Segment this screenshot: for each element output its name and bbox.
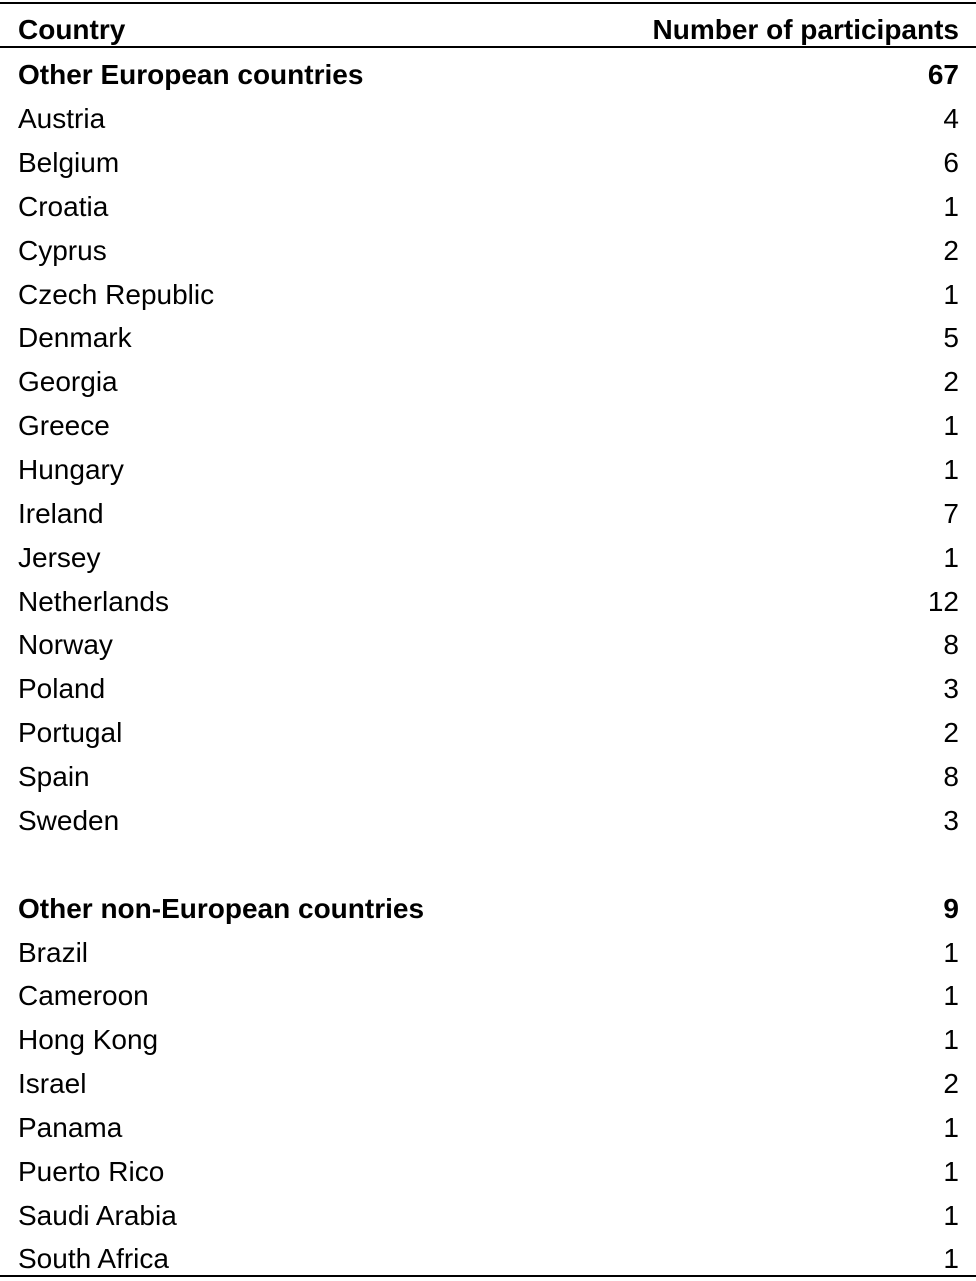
table-row — [18, 711, 959, 755]
country-cell: Denmark — [18, 322, 132, 353]
count-cell: 1 — [943, 937, 959, 968]
table-header-rule — [0, 46, 976, 48]
count-cell: 1 — [943, 1112, 959, 1143]
table-row — [18, 141, 959, 185]
country-cell: Saudi Arabia — [18, 1200, 177, 1231]
count-cell: 5 — [943, 322, 959, 353]
country-cell: Norway — [18, 629, 113, 660]
count-cell: 3 — [943, 805, 959, 836]
country-cell: Brazil — [18, 937, 89, 968]
country-cell: Georgia — [18, 366, 118, 397]
country-cell: Cyprus — [18, 235, 107, 266]
country-cell: Czech Republic — [18, 279, 215, 310]
country-cell: Spain — [18, 761, 90, 792]
count-cell: 12 — [927, 586, 959, 617]
table-row — [18, 580, 959, 624]
country-cell: Netherlands — [18, 586, 169, 617]
count-cell: 1 — [943, 191, 959, 222]
count-cell: 1 — [943, 410, 959, 441]
country-cell: Panama — [18, 1112, 123, 1143]
section-name: Other European countries — [18, 59, 364, 90]
count-cell: 1 — [943, 980, 959, 1011]
table-row — [18, 755, 959, 799]
country-cell: Israel — [18, 1068, 87, 1099]
table-row — [18, 931, 959, 975]
table-row — [18, 404, 959, 448]
section-name: Other non-European countries — [18, 893, 425, 924]
table-row — [18, 1194, 959, 1238]
table-bottom-rule — [0, 1275, 976, 1277]
table-row — [18, 97, 959, 141]
count-cell: 1 — [943, 454, 959, 485]
count-cell: 7 — [943, 498, 959, 529]
header-participants: Number of participants — [652, 14, 959, 45]
count-cell: 1 — [943, 1156, 959, 1187]
count-cell: 1 — [943, 279, 959, 310]
table-row — [18, 799, 959, 843]
count-cell: 1 — [943, 542, 959, 573]
table-row — [18, 185, 959, 229]
count-cell: 8 — [943, 761, 959, 792]
table-row — [18, 360, 959, 404]
country-cell: Greece — [18, 410, 110, 441]
table-row — [18, 492, 959, 536]
section-row-non-european — [18, 887, 959, 931]
header-country: Country — [18, 14, 126, 45]
country-cell: Sweden — [18, 805, 120, 836]
count-cell: 8 — [943, 629, 959, 660]
country-cell: Ireland — [18, 498, 104, 529]
count-cell: 2 — [943, 1068, 959, 1099]
count-cell: 1 — [943, 1200, 959, 1231]
count-cell: 4 — [943, 103, 959, 134]
table-row — [18, 1018, 959, 1062]
table-row — [18, 316, 959, 360]
count-cell: 1 — [943, 1243, 959, 1274]
table-row — [18, 448, 959, 492]
count-cell: 3 — [943, 673, 959, 704]
count-cell: 2 — [943, 235, 959, 266]
count-cell: 2 — [943, 366, 959, 397]
section-total: 9 — [943, 893, 959, 924]
country-cell: South Africa — [18, 1243, 169, 1274]
country-cell: Croatia — [18, 191, 109, 222]
count-cell: 6 — [943, 147, 959, 178]
table-row — [18, 623, 959, 667]
country-cell: Cameroon — [18, 980, 149, 1011]
table-row — [18, 1150, 959, 1194]
country-cell: Puerto Rico — [18, 1156, 165, 1187]
section-row-european — [18, 53, 959, 97]
table-top-rule — [0, 2, 976, 4]
table-row — [18, 229, 959, 273]
table-row — [18, 1062, 959, 1106]
count-cell: 1 — [943, 1024, 959, 1055]
count-cell: 2 — [943, 717, 959, 748]
table-row — [18, 273, 959, 317]
country-cell: Jersey — [18, 542, 101, 573]
country-cell: Hong Kong — [18, 1024, 159, 1055]
country-cell: Austria — [18, 103, 106, 134]
section-total: 67 — [927, 59, 959, 90]
table-row — [18, 974, 959, 1018]
table-row — [18, 667, 959, 711]
country-cell: Belgium — [18, 147, 120, 178]
table-row — [18, 536, 959, 580]
table-row — [18, 1106, 959, 1150]
country-cell: Portugal — [18, 717, 123, 748]
country-cell: Hungary — [18, 454, 124, 485]
country-cell: Poland — [18, 673, 106, 704]
